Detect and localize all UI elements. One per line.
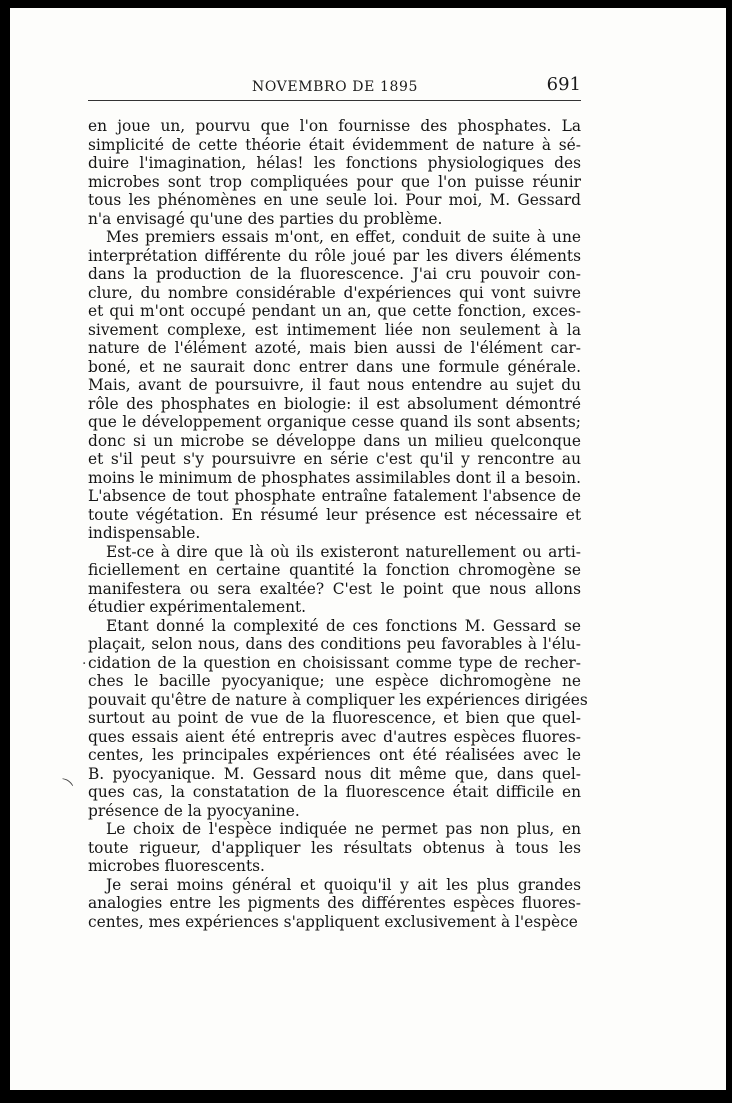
text-line: surtout au point de vue de la fluorescence, et bien que quel- bbox=[88, 709, 581, 727]
page-number: 691 bbox=[546, 74, 581, 95]
text-line: dans la production de la fluorescence. J'ai cru pouvoir con- bbox=[88, 265, 581, 283]
text-line: et s'il peut s'y poursuivre en série c'est qu'il y rencontre au bbox=[88, 450, 581, 468]
text-line: Mes premiers essais m'ont, en effet, conduit de suite à une bbox=[106, 228, 581, 246]
text-line: boné, et ne saurait donc entrer dans une formule générale. bbox=[88, 357, 581, 376]
text-line: duire l'imagination, hélas! les fonctions physiologiques des bbox=[88, 154, 581, 172]
text-line: plaçait, selon nous, dans des conditions peu favorables à l'élu- bbox=[88, 635, 581, 653]
text-line: L'absence de tout phosphate entraîne fatalement l'absence de bbox=[88, 487, 581, 505]
text-line: centes, mes expériences s'appliquent exclusivement à l'espèce bbox=[88, 912, 578, 931]
text-line: Est-ce à dire que là où ils existeront naturellement ou arti- bbox=[106, 542, 581, 561]
text-line: pouvait qu'être de nature à compliquer les expériences dirigées bbox=[88, 690, 588, 709]
text-line: moins le minimum de phosphates assimilables dont il a besoin. bbox=[88, 468, 581, 487]
text-line: toute végétation. En résumé leur présence est nécessaire et bbox=[88, 505, 581, 524]
text-line: cidation de la question en choisissant comme type de recher- bbox=[88, 653, 581, 672]
paragraph bbox=[88, 616, 588, 821]
text-line: microbes sont trop compliquées pour que l'on puisse réunir bbox=[88, 172, 581, 191]
text-line: ques essais aient été entrepris avec d'autres espèces fluores- bbox=[88, 727, 581, 746]
text-line: donc si un microbe se développe dans un milieu quelconque bbox=[88, 431, 581, 450]
header-rule bbox=[88, 100, 581, 101]
text-line: ficiellement en certaine quantité la fonction chromogène se bbox=[88, 561, 581, 579]
text-line: ches le bacille pyocyanique; une espèce dichromogène ne bbox=[88, 672, 581, 690]
text-line: et qui m'ont occupé pendant un an, que cette fonction, exces- bbox=[88, 302, 581, 320]
text-line: Le choix de l'espèce indiquée ne permet pas non plus, en bbox=[106, 820, 581, 838]
text-line: n'a envisagé qu'une des parties du problème. bbox=[88, 209, 443, 228]
text-line: tous les phénomènes en une seule loi. Pour moi, M. Gessard bbox=[88, 191, 581, 209]
text-line: sivement complexe, est intimement liée non seulement à la bbox=[88, 320, 581, 339]
text-line: en joue un, pourvu que l'on fournisse des phosphates. La bbox=[88, 117, 581, 135]
text-line: nature de l'élément azoté, mais bien aussi de l'élément car- bbox=[88, 339, 581, 357]
text-line: présence de la pyocyanine. bbox=[88, 801, 300, 820]
text-line: manifestera ou sera exaltée? C'est le point que nous allons bbox=[88, 579, 581, 598]
page-header bbox=[88, 64, 581, 94]
paragraph bbox=[88, 820, 581, 876]
text-line: simplicité de cette théorie était évidemment de nature à sé- bbox=[88, 135, 581, 154]
paragraph bbox=[88, 876, 581, 932]
margin-tick-mark: ⁀ bbox=[54, 778, 73, 798]
text-line: Mais, avant de poursuivre, il faut nous entendre au sujet du bbox=[88, 376, 581, 394]
paragraph bbox=[88, 228, 581, 543]
running-title: NOVEMBRO DE 1895 bbox=[252, 79, 419, 95]
text-line: interprétation différente du rôle joué par les divers éléments bbox=[88, 246, 581, 265]
text-line: B. pyocyanique. M. Gessard nous dit même que, dans quel- bbox=[88, 764, 581, 783]
text-line: Etant donné la complexité de ces fonctions M. Gessard se bbox=[106, 616, 581, 635]
text-line: centes, les principales expériences ont été réalisées avec le bbox=[88, 746, 581, 764]
margin-dot-mark: · bbox=[82, 656, 87, 672]
text-line: indispensable. bbox=[88, 524, 201, 542]
body-text bbox=[88, 117, 588, 931]
text-line: toute rigueur, d'appliquer les résultats obtenus à tous les bbox=[88, 838, 581, 857]
text-line: rôle des phosphates en biologie: il est absolument démontré bbox=[88, 394, 581, 413]
text-line: que le développement organique cesse quand ils sont absents; bbox=[88, 413, 581, 431]
text-line: analogies entre les pigments des différentes espèces fluores- bbox=[88, 894, 581, 912]
text-line: microbes fluorescents. bbox=[88, 857, 265, 875]
paragraph bbox=[88, 117, 581, 228]
text-line: ques cas, la constatation de la fluorescence était difficile en bbox=[88, 783, 581, 801]
text-line: clure, du nombre considérable d'expériences qui vont suivre bbox=[88, 283, 581, 302]
text-line: étudier expérimentalement. bbox=[88, 598, 307, 616]
paragraph bbox=[88, 543, 581, 617]
text-line: Je serai moins général et quoiqu'il y ait les plus grandes bbox=[106, 875, 581, 894]
